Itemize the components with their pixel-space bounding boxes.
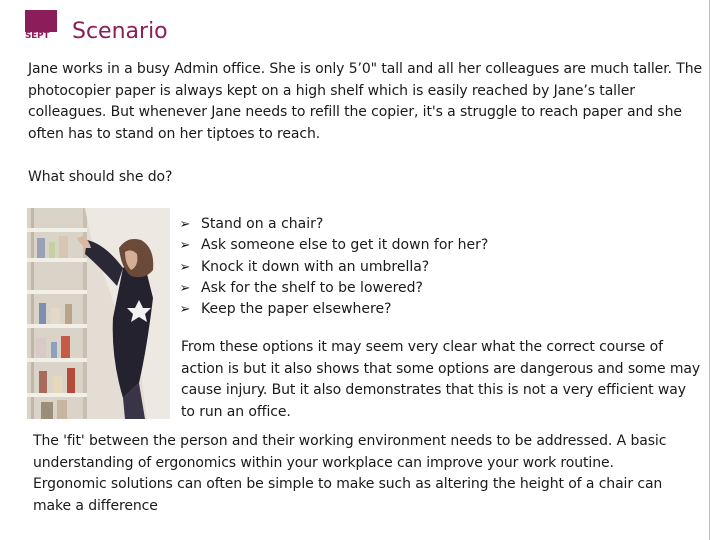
option-text: Stand on a chair? xyxy=(201,216,324,232)
arrow-bullet-icon: ➢ xyxy=(179,280,191,296)
list-item xyxy=(177,299,517,320)
right-border-line xyxy=(709,0,710,540)
option-text: Ask someone else to get it down for her? xyxy=(201,237,489,254)
discussion-paragraph: From these options it may seem very clear what the correct course of action is but it also shows that some options are dangerous and some may cause injury. But it also demonstrates that this is not a very efficient way to run an office. xyxy=(181,339,701,420)
arrow-bullet-icon: ➢ xyxy=(179,238,191,254)
arrow-bullet-icon: ➢ xyxy=(179,259,191,275)
logo-text: SEPT xyxy=(25,31,50,41)
arrow-bullet-icon: ➢ xyxy=(179,302,191,318)
logo-block xyxy=(25,10,57,32)
list-item xyxy=(177,214,517,235)
conclusion-paragraph: The 'fit' between the person and their working environment needs to be addressed. A basic understanding of ergonomics within your workplace can improve your work routine. Ergonomic solutions can often be simple to make such as altering the height of a chair can make a difference xyxy=(33,433,667,514)
list-item xyxy=(177,278,517,299)
option-text: Keep the paper elsewhere? xyxy=(201,301,392,318)
option-text: Knock it down with an umbrella? xyxy=(201,258,430,275)
sept-logo xyxy=(25,10,57,40)
page-title: Scenario xyxy=(72,19,168,44)
woman-reaching-shelf-photo xyxy=(27,208,170,419)
option-text: Ask for the shelf to be lowered? xyxy=(201,279,423,296)
arrow-bullet-icon: ➢ xyxy=(179,217,191,232)
question-text: What should she do? xyxy=(28,169,173,185)
list-item xyxy=(177,235,517,256)
intro-paragraph: Jane works in a busy Admin office. She is only 5’0" tall and all her colleagues are much taller. The photocopier paper is always kept on a high shelf which is easily reached by Jane’s taller colleagues. But whenever Jane needs to refill the copier, it's a struggle to reach paper and she often has to stand on her tiptoes to reach. xyxy=(28,61,702,142)
list-item xyxy=(177,257,517,278)
options-list xyxy=(177,214,517,320)
